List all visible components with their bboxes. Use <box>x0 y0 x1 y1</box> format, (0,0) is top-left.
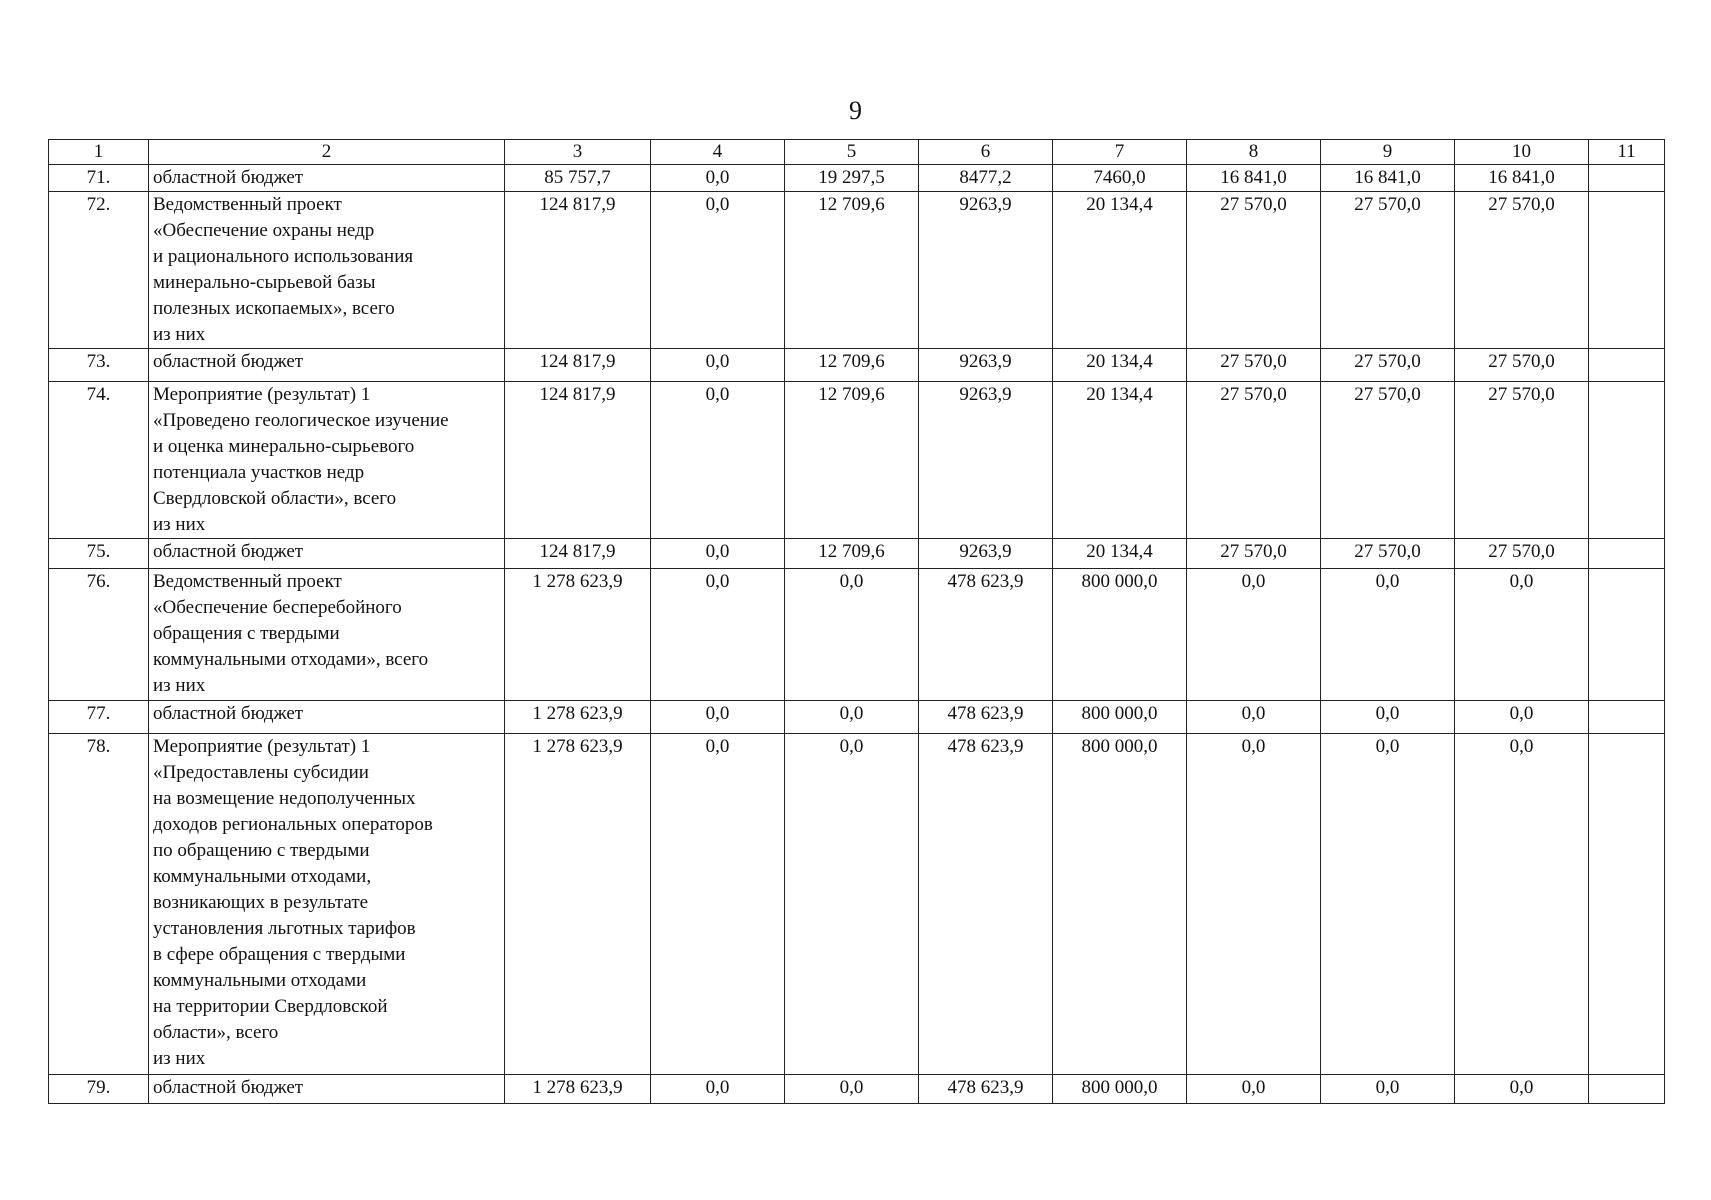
value-col-11 <box>1589 192 1665 349</box>
value-col-3: 1 278 623,9 <box>505 734 651 1075</box>
value-col-5: 0,0 <box>785 1075 919 1104</box>
column-number-6: 6 <box>919 140 1053 165</box>
value-col-11 <box>1589 165 1665 192</box>
value-col-5: 12 709,6 <box>785 192 919 349</box>
value-col-7: 20 134,4 <box>1053 192 1187 349</box>
value-col-6: 9263,9 <box>919 382 1053 539</box>
value-col-5: 0,0 <box>785 701 919 734</box>
column-number-2: 2 <box>149 140 505 165</box>
value-col-4: 0,0 <box>651 539 785 569</box>
row-name: областной бюджет <box>149 1075 505 1104</box>
row-number: 72. <box>49 192 149 349</box>
row-number: 79. <box>49 1075 149 1104</box>
value-col-10: 27 570,0 <box>1455 382 1589 539</box>
value-col-5: 0,0 <box>785 569 919 701</box>
row-name: Ведомственный проект «Обеспечение бесперебойного обращения с твердыми коммунальными отходами», всего из них <box>149 569 505 701</box>
value-col-4: 0,0 <box>651 1075 785 1104</box>
value-col-5: 12 709,6 <box>785 382 919 539</box>
value-col-6: 9263,9 <box>919 539 1053 569</box>
column-number-8: 8 <box>1187 140 1321 165</box>
column-number-9: 9 <box>1321 140 1455 165</box>
value-col-3: 124 817,9 <box>505 192 651 349</box>
row-number: 71. <box>49 165 149 192</box>
value-col-9: 0,0 <box>1321 701 1455 734</box>
table-row <box>49 734 1665 1075</box>
value-col-7: 20 134,4 <box>1053 539 1187 569</box>
value-col-7: 800 000,0 <box>1053 569 1187 701</box>
value-col-7: 800 000,0 <box>1053 701 1187 734</box>
value-col-6: 8477,2 <box>919 165 1053 192</box>
value-col-4: 0,0 <box>651 349 785 382</box>
value-col-10: 0,0 <box>1455 734 1589 1075</box>
row-name: Ведомственный проект «Обеспечение охраны недр и рационального использования минерально-сырьевой базы полезных ископаемых», всего из них <box>149 192 505 349</box>
value-col-10: 27 570,0 <box>1455 539 1589 569</box>
value-col-3: 124 817,9 <box>505 382 651 539</box>
value-col-6: 478 623,9 <box>919 734 1053 1075</box>
value-col-8: 27 570,0 <box>1187 382 1321 539</box>
value-col-5: 0,0 <box>785 734 919 1075</box>
table-row <box>49 539 1665 569</box>
value-col-8: 0,0 <box>1187 1075 1321 1104</box>
row-name: областной бюджет <box>149 701 505 734</box>
value-col-3: 1 278 623,9 <box>505 1075 651 1104</box>
value-col-7: 20 134,4 <box>1053 382 1187 539</box>
value-col-11 <box>1589 701 1665 734</box>
value-col-11 <box>1589 539 1665 569</box>
value-col-4: 0,0 <box>651 734 785 1075</box>
value-col-4: 0,0 <box>651 192 785 349</box>
value-col-9: 27 570,0 <box>1321 539 1455 569</box>
column-number-1: 1 <box>49 140 149 165</box>
row-name: областной бюджет <box>149 349 505 382</box>
value-col-10: 27 570,0 <box>1455 192 1589 349</box>
value-col-4: 0,0 <box>651 165 785 192</box>
value-col-8: 0,0 <box>1187 701 1321 734</box>
value-col-6: 9263,9 <box>919 349 1053 382</box>
value-col-8: 16 841,0 <box>1187 165 1321 192</box>
row-number: 77. <box>49 701 149 734</box>
value-col-5: 12 709,6 <box>785 539 919 569</box>
value-col-9: 27 570,0 <box>1321 382 1455 539</box>
column-number-10: 10 <box>1455 140 1589 165</box>
page-number: 9 <box>849 96 862 125</box>
value-col-9: 0,0 <box>1321 734 1455 1075</box>
column-number-4: 4 <box>651 140 785 165</box>
value-col-11 <box>1589 382 1665 539</box>
row-name: областной бюджет <box>149 165 505 192</box>
value-col-3: 85 757,7 <box>505 165 651 192</box>
row-name: Мероприятие (результат) 1 «Предоставлены субсидии на возмещение недополученных доходов региональных операторов по обращению с твердыми коммунальными отходами, возникающих в результате установления льготных тарифов в сфере обращения с твердыми коммунальными отходами на территории Свердловской области», всего из них <box>149 734 505 1075</box>
budget-table <box>48 139 1665 1104</box>
value-col-9: 27 570,0 <box>1321 192 1455 349</box>
value-col-9: 16 841,0 <box>1321 165 1455 192</box>
value-col-3: 124 817,9 <box>505 349 651 382</box>
value-col-10: 0,0 <box>1455 701 1589 734</box>
value-col-6: 9263,9 <box>919 192 1053 349</box>
value-col-6: 478 623,9 <box>919 569 1053 701</box>
value-col-10: 16 841,0 <box>1455 165 1589 192</box>
table-row <box>49 165 1665 192</box>
value-col-7: 7460,0 <box>1053 165 1187 192</box>
value-col-8: 27 570,0 <box>1187 349 1321 382</box>
value-col-6: 478 623,9 <box>919 701 1053 734</box>
column-number-7: 7 <box>1053 140 1187 165</box>
value-col-3: 124 817,9 <box>505 539 651 569</box>
row-number: 76. <box>49 569 149 701</box>
value-col-3: 1 278 623,9 <box>505 569 651 701</box>
value-col-7: 20 134,4 <box>1053 349 1187 382</box>
table-row <box>49 382 1665 539</box>
value-col-11 <box>1589 1075 1665 1104</box>
row-number: 74. <box>49 382 149 539</box>
value-col-7: 800 000,0 <box>1053 734 1187 1075</box>
value-col-5: 12 709,6 <box>785 349 919 382</box>
column-number-11: 11 <box>1589 140 1665 165</box>
value-col-5: 19 297,5 <box>785 165 919 192</box>
table-row <box>49 1075 1665 1104</box>
value-col-11 <box>1589 734 1665 1075</box>
value-col-8: 27 570,0 <box>1187 539 1321 569</box>
row-number: 73. <box>49 349 149 382</box>
value-col-8: 27 570,0 <box>1187 192 1321 349</box>
value-col-10: 27 570,0 <box>1455 349 1589 382</box>
table-row <box>49 569 1665 701</box>
column-number-3: 3 <box>505 140 651 165</box>
value-col-8: 0,0 <box>1187 569 1321 701</box>
value-col-10: 0,0 <box>1455 1075 1589 1104</box>
value-col-4: 0,0 <box>651 382 785 539</box>
row-number: 78. <box>49 734 149 1075</box>
table-row <box>49 349 1665 382</box>
value-col-10: 0,0 <box>1455 569 1589 701</box>
value-col-3: 1 278 623,9 <box>505 701 651 734</box>
value-col-7: 800 000,0 <box>1053 1075 1187 1104</box>
row-name: Мероприятие (результат) 1 «Проведено геологическое изучение и оценка минерально-сырьевого потенциала участков недр Свердловской области», всего из них <box>149 382 505 539</box>
column-number-5: 5 <box>785 140 919 165</box>
table-row <box>49 192 1665 349</box>
row-number: 75. <box>49 539 149 569</box>
value-col-9: 0,0 <box>1321 1075 1455 1104</box>
table-row <box>49 701 1665 734</box>
value-col-8: 0,0 <box>1187 734 1321 1075</box>
value-col-9: 27 570,0 <box>1321 349 1455 382</box>
column-number-row <box>49 140 1665 165</box>
value-col-6: 478 623,9 <box>919 1075 1053 1104</box>
value-col-11 <box>1589 349 1665 382</box>
value-col-4: 0,0 <box>651 701 785 734</box>
value-col-4: 0,0 <box>651 569 785 701</box>
row-name: областной бюджет <box>149 539 505 569</box>
value-col-11 <box>1589 569 1665 701</box>
value-col-9: 0,0 <box>1321 569 1455 701</box>
